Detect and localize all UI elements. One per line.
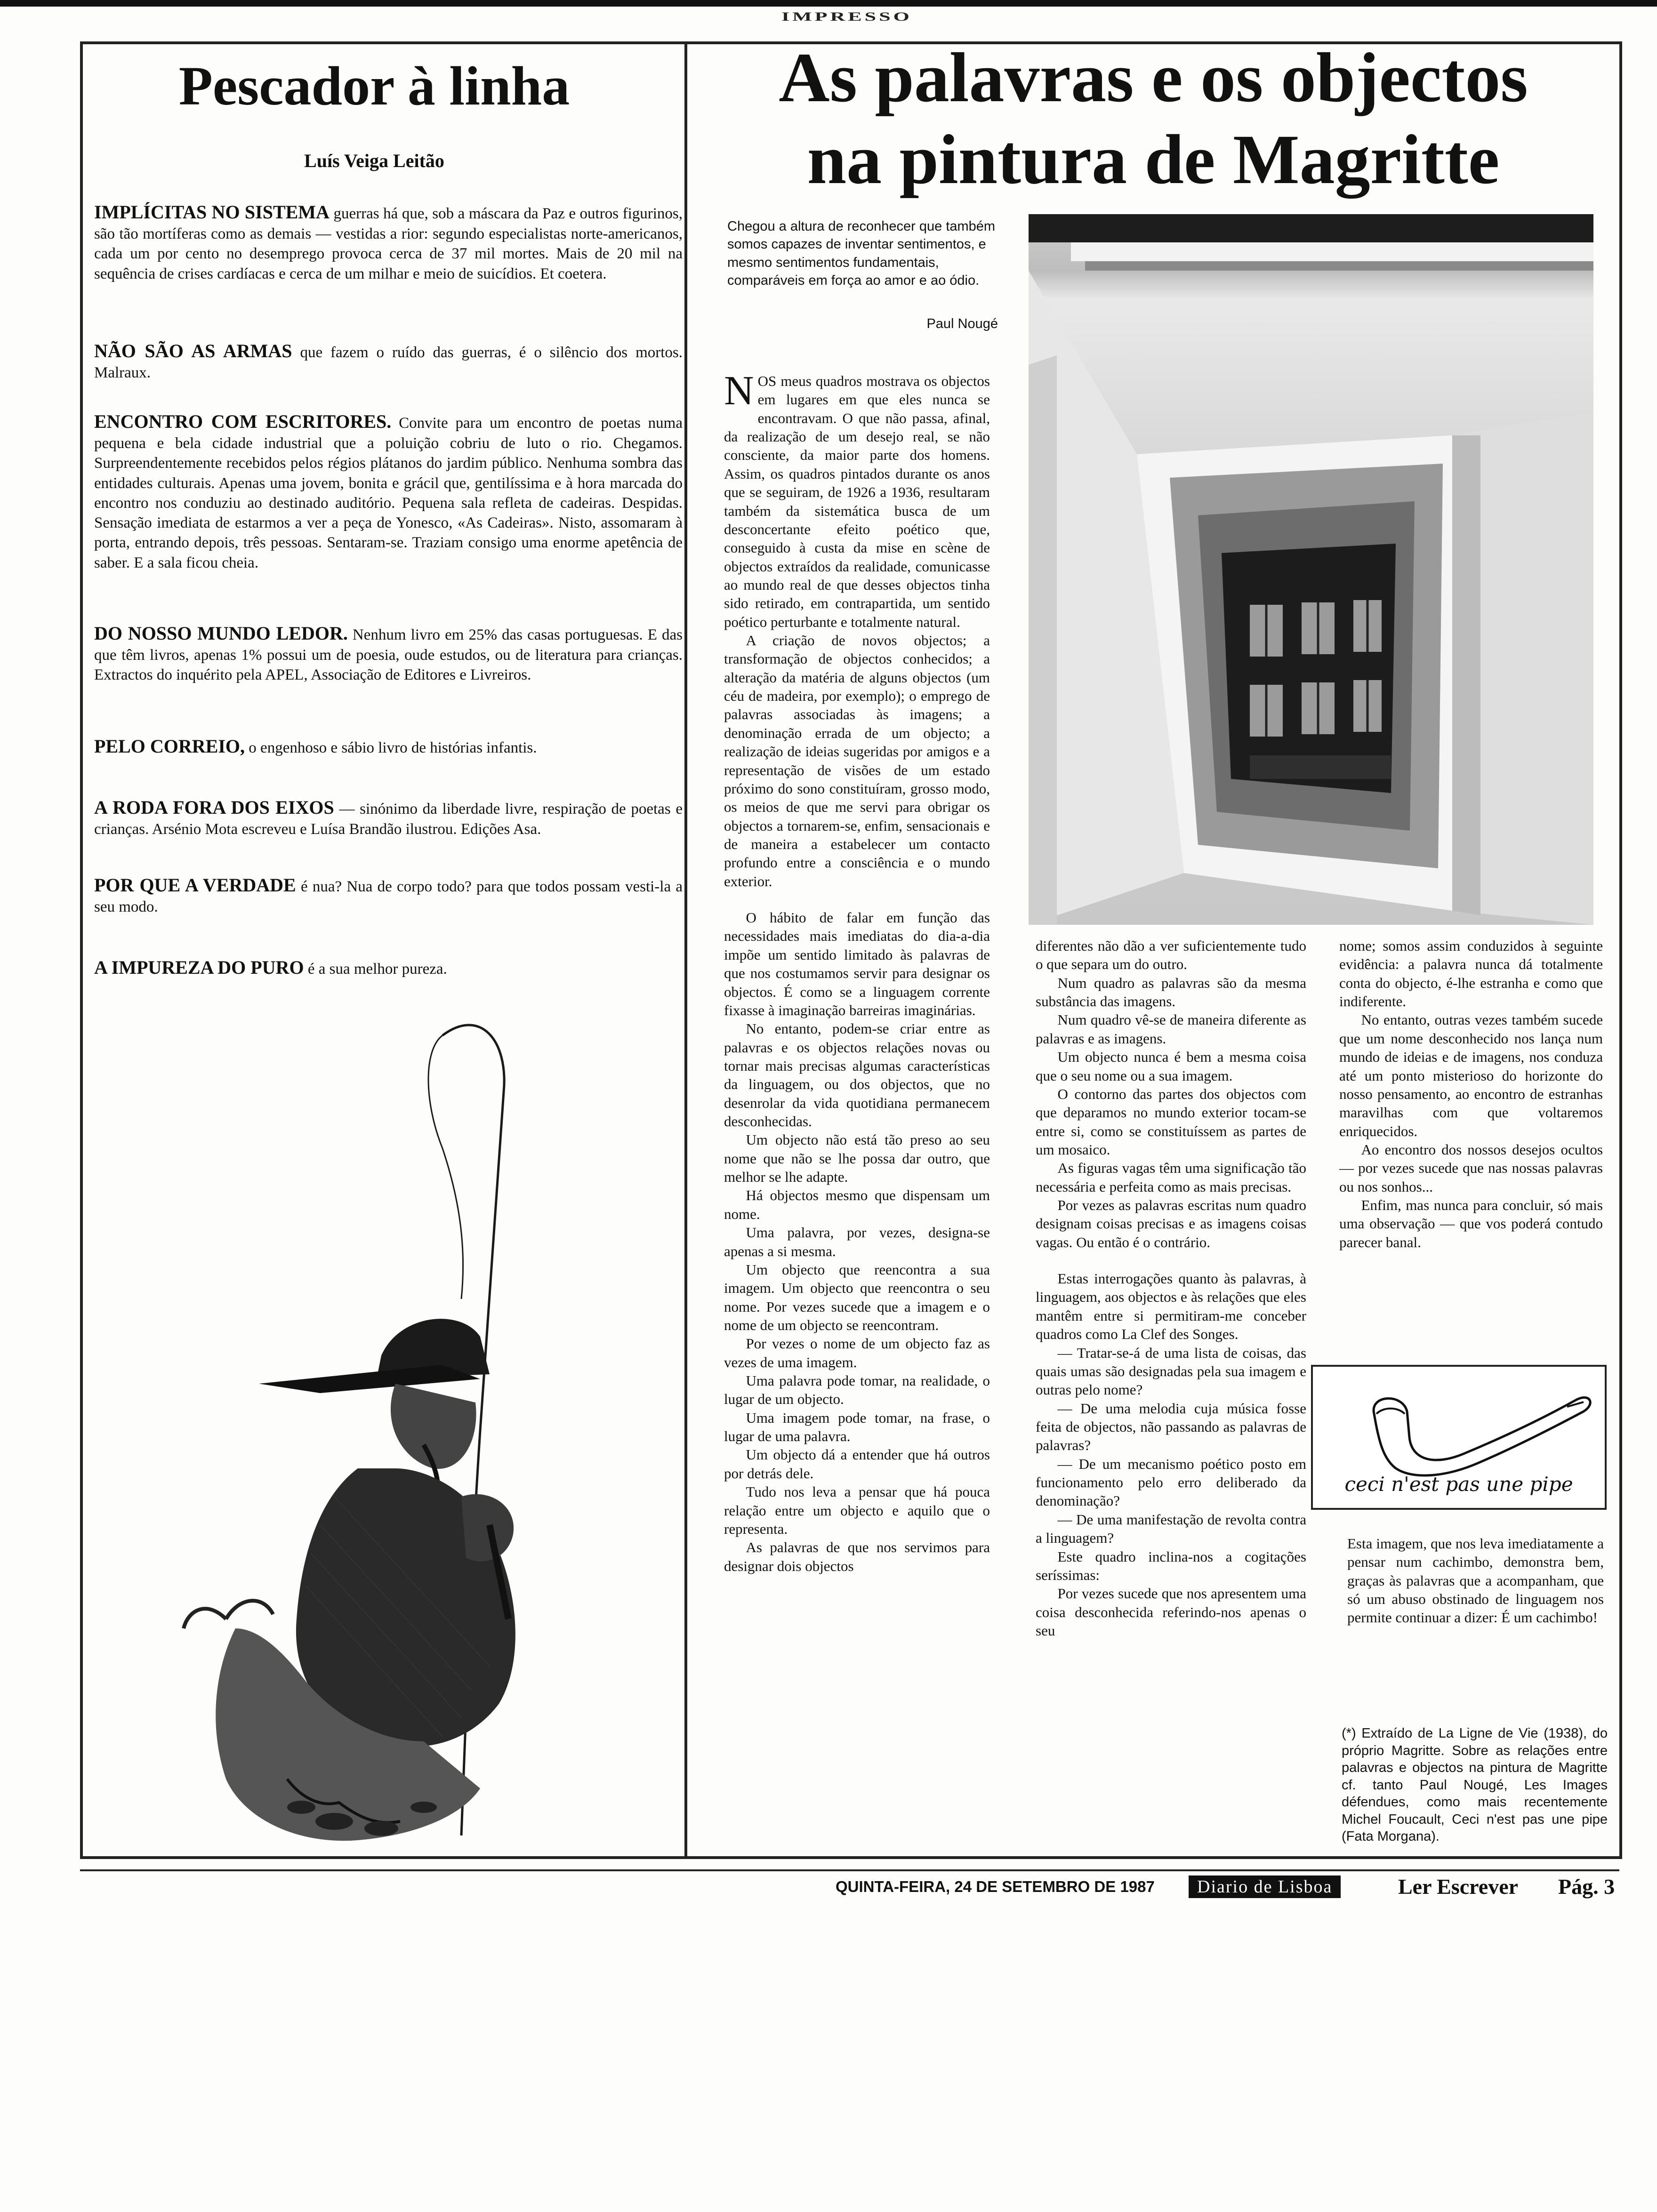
article-column-2: diferentes não dão a ver suficientemente tudo o que separa um do outro. Num quadro as palavras são da mesma substância das imagens. Num quadro vê-se de maneira diferente as palavras e as imagens. Um objecto nunca é bem a mesma coisa que o seu nome ou a sua imagem. O contorno das partes dos objectos com que deparamos no mundo exterior tocam-se entre si, como se constituíssem as partes de um mosaico. As figuras vagas têm uma significação tão necessária e perfeita como as mais precisas. Por vezes as palavras escritas num quadro designam coisas precisas e as imagens coisas vagas. Ou então é o contrário. Estas interrogações quanto às palavras, à linguagem, aos objectos e às relações que eles mantêm entre si permitiram-me conceber quadros como La Clef des Songes. — Tratar-se-á de uma lista de coisas, das quais umas são designadas pela sua imagem e outras pelo nome? — De uma melodia cuja música fosse feita de objectos, não passando as palavras de palavras? — De um mecanismo poético posto em funcionamento pelo erro deliberado da denominação? — De uma manifestação de revolta contra a linguagem? Este quadro inclina-nos a cogitações seríssimas: Por vezes sucede que nos apresentem uma coisa desconhecida referindo-nos apenas o seu: [1036, 938, 1306, 1639]
left-byline: Luís Veiga Leitão: [304, 150, 444, 171]
article-title: As palavras e os objectos na pintura de Magritte: [779, 39, 1528, 199]
article-column-1: NOS meus quadros mostrava os objectos em lugares em que eles nunca se encontravam. O que não passa, afinal, da realização de um desejo real, se não consciente, da maior parte dos homens. Assim, os quadros pintados durante os anos que se seguiram, de 1926 a 1936, resultaram também da sistemática busca de um desconcertante efeito poético que, conseguido à custa da mise en scène de objectos extraídos da realidade, comunicasse ao mundo real de que desses objectos tinha sido retirado, em contrapartida, um sentido poético perturbante e totalmente natural. A criação de novos objectos; a transformação de objectos conhecidos; a alteração da matéria de alguns objectos (um céu de madeira, por exemplo); o emprego de palavras associadas às imagens; a denominação errada de um objecto; a realização de ideias sugeridas por amigos e a representação de visões de um estado próximo do sono constituíram, grosso modo, os meios de que me servi para obrigar os objectos a tornarem-se, enfim, sensacionais e de maneira a estabelecer um contacto profundo entre a consciência e o mundo exterior. O hábito de falar em função das necessidades mais imediatas do dia-a-dia impõe um sentido limitado às palavras de que nos costumamos servir para designar os objectos. É como se a linguagem corrente fixasse à imaginação barreiras imaginárias. No entanto, podem-se criar entre as palavras e os objectos relações novas ou tornar mais precisas algumas características da linguagem, ou dos objectos, que no desenrolar da vida quotidiana permanecem desconhecidas. Um objecto não está tão preso ao seu nome que não se lhe possa dar outro, que melhor se lhe adapte. Há objectos mesmo que dispensam um nome. Uma palavra, por vezes, designa-se apenas a si mesma. Um objecto que reencontra a sua imagem. Um objecto que reencontra o seu nome. Por vezes sucede que a imagem e o nome de um objecto se reencontram. Por vezes o nome de um objecto faz as vezes de uma imagem. Uma palavra pode tomar, na realidade, o lugar de um objecto. Uma imagem pode tomar, na frase, o lugar de uma palavra. Um objecto dá a entender que há outros por detrás dele. Tudo nos leva a pensar que há pouca relação entre um objecto e aquilo que o representa. As palavras de que nos servimos para designar dois objectos: [724, 368, 990, 1574]
footer-masthead: Diario de Lisboa: [1189, 1875, 1341, 1898]
article-column-3: nome; somos assim conduzidos à seguinte evidência: a palavra nunca dá totalmente conta do objecto, é-lhe estranha e como que indiferente. No entanto, outras vezes também sucede que um nome desconhecido nos lança num mundo de ideias e de imagens, nos conduza até um ponto misterioso do horizonte do nosso pensamento, ao encontro de estranhas maravilhas com que voltaremos enriquecidos. Ao encontro dos nossos desejos ocultos — por vezes sucede que nas nossas palavras ou nos sonhos... Enfim, mas nunca para concluir, só mais uma observação — que vos poderá contudo parecer banal.: [1339, 938, 1603, 1250]
top-rule: [0, 0, 1657, 7]
masthead-fragment: IMPRESSO: [781, 9, 912, 24]
item-pelo-correio: PELO CORREIO, o engenhoso e sábio livro de histórias infantis.: [94, 736, 537, 757]
item-nao-sao-as-armas: NÃO SÃO AS ARMAS que fazem o ruído das guerras, é o silêncio dos mortos. Malraux.: [94, 340, 683, 382]
item-impureza: A IMPUREZA DO PURO é a sua melhor pureza.: [94, 957, 447, 978]
item-encontro: ENCONTRO COM ESCRITORES. Convite para um encontro de poetas numa pequena e bela cidade industrial que a poluição cobriu de luto o rio. Chegamos. Surpreendentemente recebidos pelos régios plátanos do jardim público. Nenhuma sombra das entidades culturais. Apenas uma jovem, bonita e grácil que, gentilíssima e à hora marcada do encontro nos conduziu ao destinado auditório. Pequena sala refleta de cadeiras. Despidas. Sensação imediata de estarmos a ver a peça de Yonesco, «As Cadeiras». Nisto, assomaram à porta, entrando depois, três pessoas. Sentaram-se. Traziam consigo uma enorme apetência de saber. E a sala ficou cheia.: [94, 411, 683, 571]
item-implicitas: IMPLÍCITAS NO SISTEMA guerras há que, sob a máscara da Paz e outros figurinos, são tão mortíferas como as demais — vestidas a rior: segundo especialistas norte-americanos, cada um por cento no desemprego provoca cerca de 37 mil mortes. Mais de 20 mil na sequência de crises cardíacas e cerca de um milhar e meio de suicídios. Et coetera.: [94, 201, 683, 282]
epigraph: Chegou a altura de reconhecer que também somos capazes de inventar sentimentos, e mesmo sentimentos fundamentais, comparáveis em força ao amor e ao ódio.: [727, 219, 996, 288]
item-mundo-ledor: DO NOSSO MUNDO LEDOR. Nenhum livro em 25% das casas portuguesas. E das que têm livros, apenas 1% possui um de poesia, oude estudos, ou de literatura para crianças. Extractos do inquérito pela APEL, Associação de Editores e Livreiros.: [94, 623, 683, 684]
footnote: (*) Extraído de La Ligne de Vie (1938), do próprio Magritte. Sobre as relações entre palavras e objectos na pintura de Magritte cf. tanto Paul Nougé, Les Images défendues, como mais recentemente Michel Foucault, Ceci n'est pas une pipe (Fata Morgana).: [1342, 1726, 1608, 1844]
magritte-painting-photo: [1029, 214, 1593, 925]
footer-section: Ler Escrever: [1398, 1875, 1519, 1899]
footer-date: QUINTA-FEIRA, 24 DE SETEMBRO DE 1987: [836, 1878, 1155, 1895]
item-roda: A RODA FORA DOS EIXOS — sinónimo da liberdade livre, respiração de poetas e crianças. Arsénio Mota escreveu e Luísa Brandão ilustrou. Edições Asa.: [94, 797, 683, 838]
pipe-handwritten-caption: ceci n'est pas une pipe: [1344, 1473, 1573, 1496]
item-verdade: POR QUE A VERDADE é nua? Nua de corpo todo? para que todos possam vesti-la a seu modo.: [94, 874, 683, 916]
pipe-drawing-box: [1311, 1365, 1607, 1510]
footer-page: Pág. 3: [1558, 1875, 1615, 1899]
left-title: Pescador à linha: [178, 55, 570, 117]
pipe-text: Esta imagem, que nos leva imediatamente a pensar num cachimbo, demonstra bem, graças às palavras que a acompanham, que só um abuso obstinado de linguagem nos permite continuar a dizer: É um cachimbo!: [1347, 1535, 1604, 1626]
epigraph-author: Paul Nougé: [926, 316, 998, 331]
bottom-rule: [80, 1869, 1619, 1871]
fisherman-illustration: [179, 1007, 654, 1854]
